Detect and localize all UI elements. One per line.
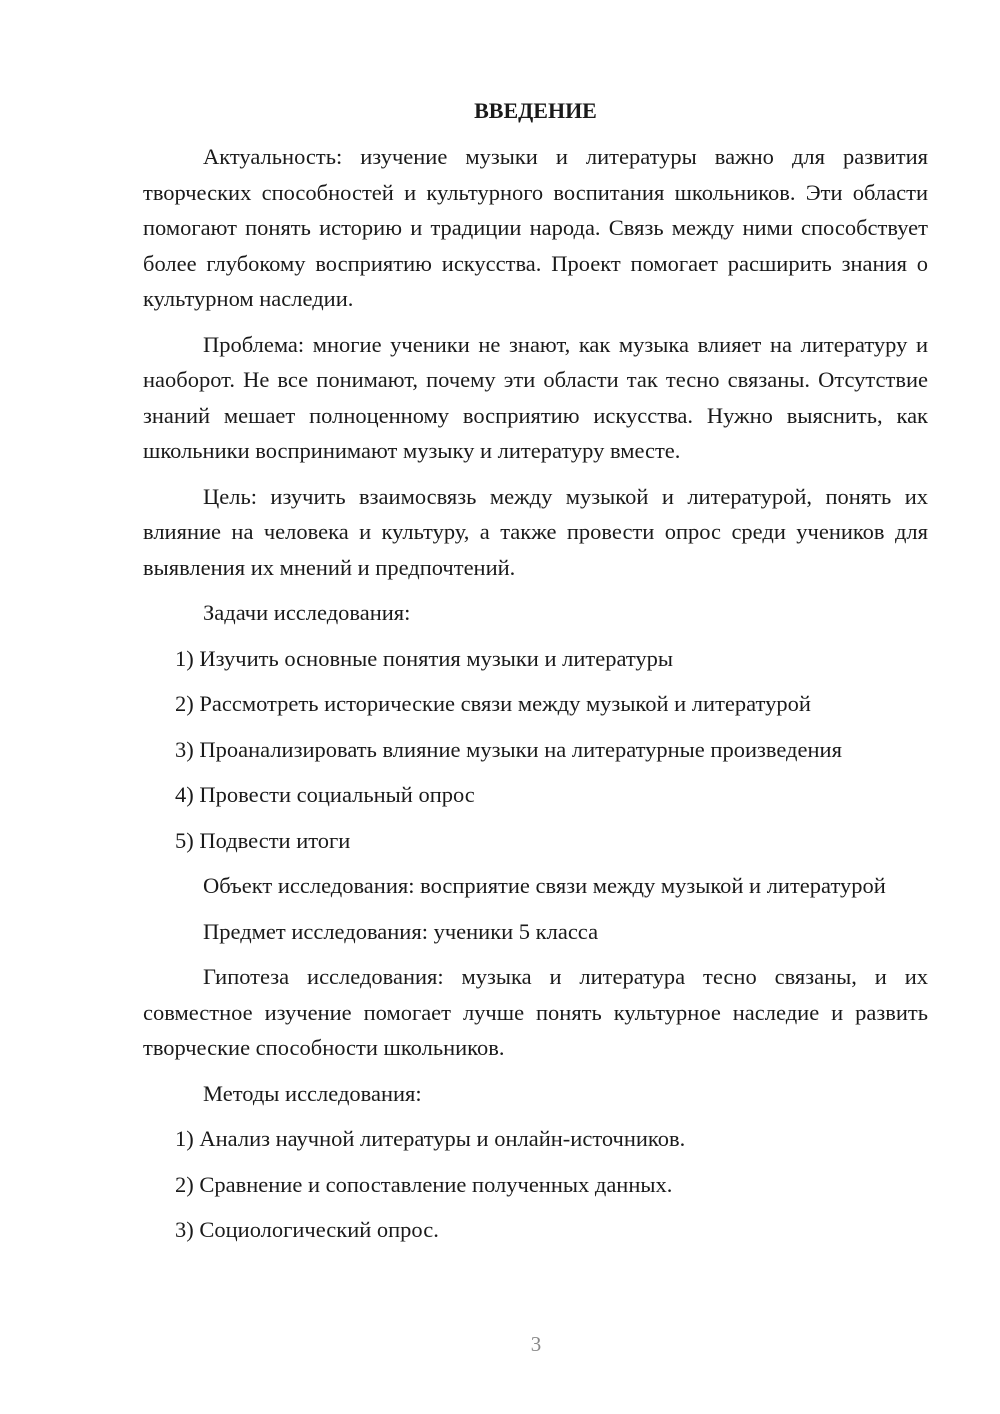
page-content (143, 95, 928, 1258)
relevance-paragraph: Актуальность: изучение музыки и литературы важно для развития творческих способностей и культурного воспитания школьников. Эти области помогают понять историю и традиции народа. Связь между ними способствует более глубокому восприятию искусства. Проект помогает расширить знания о культурном наследии. (143, 144, 928, 311)
object-paragraph: Объект исследования: восприятие связи между музыкой и литературой (203, 873, 886, 898)
page-title: ВВЕДЕНИЕ (474, 98, 597, 123)
list-item: 1) Изучить основные понятия музыки и литературы (175, 645, 674, 671)
goal-paragraph: Цель: изучить взаимосвязь между музыкой и литературой, понять их влияние на человека и культуру, а также провести опрос среди учеников для выявления их мнений и предпочтений. (143, 483, 928, 580)
subject-paragraph: Предмет исследования: ученики 5 класса (203, 918, 599, 944)
list-item: 3) Проанализировать влияние музыки на литературные произведения (175, 736, 842, 762)
list-item: 2) Сравнение и сопоставление полученных данных. (175, 1171, 673, 1197)
list-item: 1) Анализ научной литературы и онлайн-источников. (175, 1126, 686, 1151)
list-item: 2) Рассмотреть исторические связи между музыкой и литературой (175, 691, 811, 716)
list-item: 4) Провести социальный опрос (175, 782, 475, 807)
tasks-label: Задачи исследования: (203, 600, 411, 625)
list-item: 5) Подвести итоги (175, 827, 351, 853)
list-item: 3) Социологический опрос. (175, 1217, 439, 1242)
hypothesis-paragraph: Гипотеза исследования: музыка и литература тесно связаны, и их совместное изучение помогает лучше понять культурное наследие и развить творческие способности школьников. (143, 964, 928, 1060)
page-number: 3 (530, 1332, 542, 1356)
problem-paragraph: Проблема: многие ученики не знают, как музыка влияет на литературу и наоборот. Не все понимают, почему эти области так тесно связаны. Отсутствие знаний мешает полноценному восприятию искусства. Нужно выяснить, как школьники воспринимают музыку и литературу вместе. (143, 331, 928, 463)
methods-label: Методы исследования: (203, 1080, 422, 1106)
methods-list (143, 1121, 928, 1248)
tasks-list (143, 641, 928, 859)
